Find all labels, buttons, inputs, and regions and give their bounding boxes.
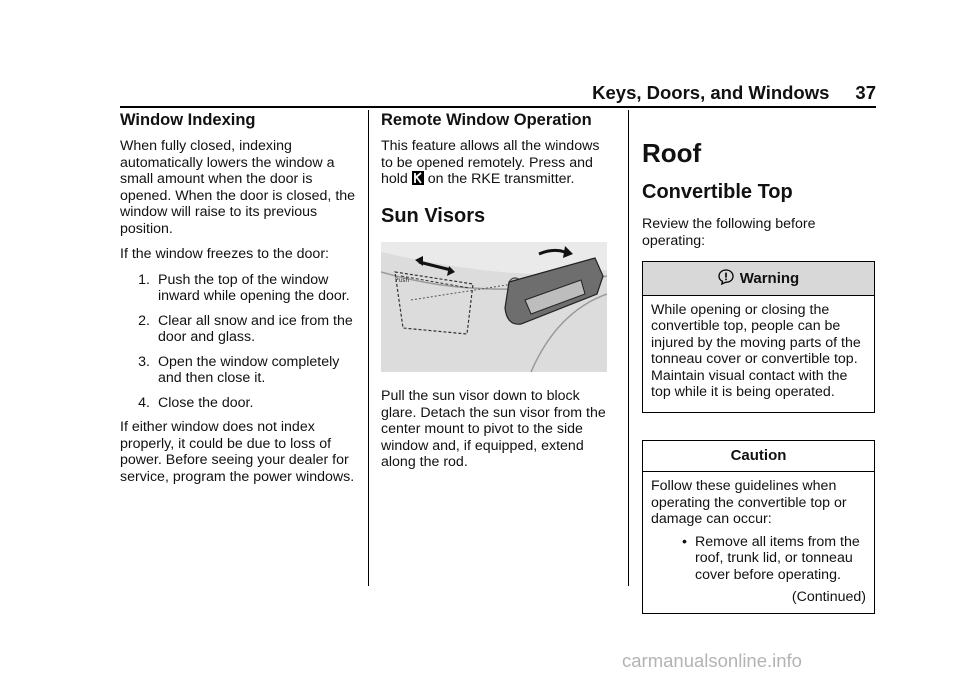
column-roof	[642, 110, 878, 614]
heading-sun-visors: Sun Visors	[381, 204, 486, 227]
list-item	[120, 354, 356, 387]
list-item	[651, 534, 866, 584]
caution-text: Follow these guidelines when operating the convertible top or damage can occur:	[651, 478, 847, 527]
caution-box	[642, 440, 875, 614]
step-text: Push the top of the window inward while opening the door.	[158, 271, 350, 304]
step-text: Close the door.	[158, 394, 254, 411]
heading-convertible-top: Convertible Top	[642, 181, 793, 203]
warning-text: While opening or closing the convertible top, people can be injured by the moving parts of the tonneau cover or convertible top. Maintain visual contact with the top while it is being operated.	[651, 301, 861, 400]
list-item	[120, 272, 356, 305]
warning-body	[643, 296, 874, 412]
steps-list	[120, 272, 356, 412]
page-header	[560, 82, 876, 104]
step-number: 3.	[138, 353, 150, 370]
watermark: carmanualsonline.info	[622, 650, 802, 671]
paragraph: Review the following before operating:	[642, 216, 816, 249]
bullet-text: Remove all items from the roof, trunk lid, or tonneau cover before operating.	[695, 533, 860, 583]
key-lock-icon	[412, 171, 424, 185]
step-number: 1.	[138, 271, 150, 288]
warning-header	[643, 262, 874, 296]
sun-visor-illustration	[381, 242, 607, 372]
paragraph: When fully closed, indexing automatically lowers the window a small amount when the door is opened. When the door is closed, the window will raise to its previous position.	[120, 138, 356, 237]
step-text: Open the window completely and then close it.	[158, 353, 340, 386]
page-number: 37	[855, 82, 876, 103]
list-item	[120, 395, 356, 412]
caution-body	[643, 472, 874, 613]
warning-box	[642, 261, 875, 413]
caution-header: Caution	[643, 441, 874, 473]
paragraph: If either window does not index properly, it could be due to loss of power. Before seeing your dealer for service, program the power windows.	[120, 419, 355, 485]
paragraph	[381, 138, 613, 188]
column-window-indexing	[120, 110, 356, 494]
step-text: Clear all snow and ice from the door and glass.	[158, 312, 353, 345]
svg-text:Push: Push	[395, 276, 410, 284]
text-segment: This feature allows all the windows to be opened remotely. Press and hold	[381, 138, 600, 187]
continued-label: (Continued)	[791, 589, 866, 605]
bullet-marker: •	[682, 533, 687, 550]
list-item	[120, 313, 356, 346]
header-rule	[120, 106, 876, 108]
column-divider-2	[628, 110, 629, 586]
warning-title: Warning	[739, 270, 800, 287]
section-title: Keys, Doors, and Windows	[592, 82, 830, 103]
heading-roof: Roof	[642, 138, 702, 168]
text-segment: on the RKE transmitter.	[427, 171, 575, 187]
paragraph: If the window freezes to the door:	[120, 246, 329, 262]
step-number: 2.	[138, 312, 150, 329]
column-divider-1	[368, 110, 369, 586]
heading-window-indexing: Window Indexing	[120, 111, 256, 129]
paragraph: Pull the sun visor down to block glare. Detach the sun visor from the center mount to pivot to the side window and, if equipped, extend along the rod.	[381, 388, 606, 470]
warning-icon	[718, 269, 734, 285]
heading-remote-window: Remote Window Operation	[381, 111, 592, 129]
column-remote-window	[381, 110, 613, 480]
step-number: 4.	[138, 394, 150, 411]
